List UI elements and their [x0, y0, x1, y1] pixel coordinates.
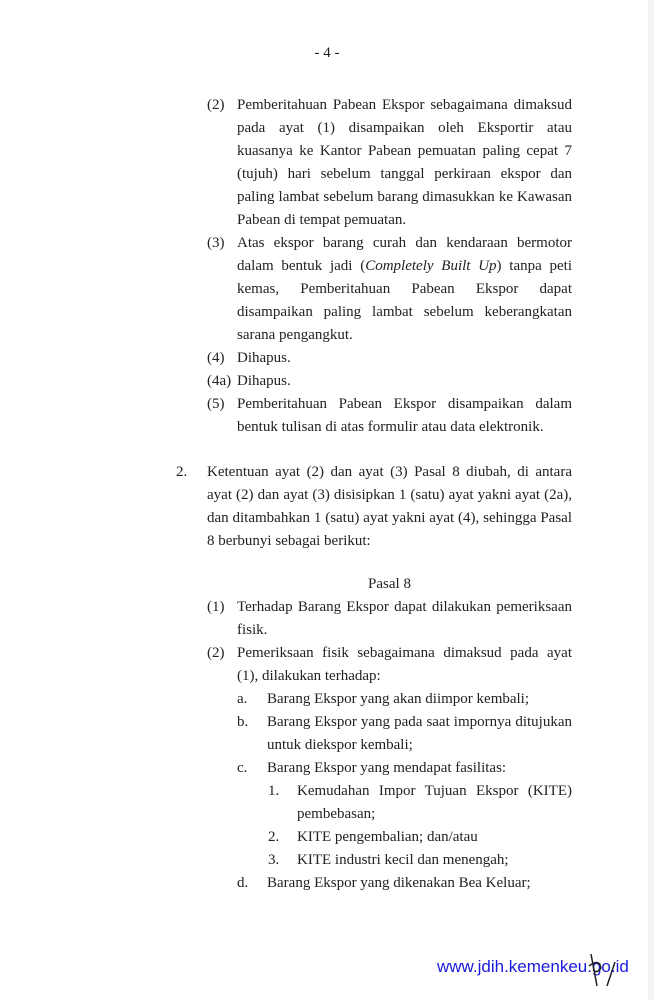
- item-label: (5): [207, 396, 225, 412]
- item-label: 2.: [268, 829, 280, 845]
- item-label: (1): [207, 599, 225, 615]
- item-label: d.: [237, 875, 249, 891]
- footer-url-link[interactable]: www.jdih.kemenkeu.go.id: [437, 957, 629, 976]
- sub-sub-item: [0, 826, 654, 849]
- item-label: 2.: [176, 464, 188, 480]
- item-text: Barang Ekspor yang dikenakan Bea Keluar;: [267, 875, 531, 891]
- item-label: 1.: [268, 783, 280, 799]
- article-heading: Pasal 8: [368, 576, 411, 592]
- sub-sub-item: [0, 849, 654, 872]
- paragraph-item: [0, 232, 654, 347]
- item-text: Pemberitahuan Pabean Ekspor sebagaimana dimaksud pada ayat (1) disampaikan oleh Eksportir atau kuasanya ke Kantor Pabean pemuatan paling cepat 7 (tujuh) hari sebelum tanggal perkiraan ekspor dan paling lambat sebelum barang dimasukkan ke Kawasan Pabean di tempat pemuatan.: [237, 97, 572, 228]
- sub-item: [0, 757, 654, 780]
- item-text: KITE industri kecil dan menengah;: [297, 852, 509, 868]
- italic-term: Completely Built Up: [365, 258, 497, 274]
- paragraph-item: [0, 370, 654, 393]
- sub-sub-item: [0, 780, 654, 826]
- page-number: - 4 -: [314, 45, 340, 61]
- item-label: 3.: [268, 852, 280, 868]
- item-text: Pemeriksaan fisik sebagaimana dimaksud pada ayat (1), dilakukan terhadap:: [237, 645, 572, 684]
- item-text: Terhadap Barang Ekspor dapat dilakukan pemeriksaan fisik.: [237, 599, 572, 638]
- item-label: b.: [237, 714, 249, 730]
- sub-item: [0, 688, 654, 711]
- item-text: Dihapus.: [237, 350, 291, 366]
- item-text: Dihapus.: [237, 373, 291, 389]
- item-label: (4a): [207, 373, 232, 389]
- paragraph-item: [0, 347, 654, 370]
- item-text: Kemudahan Impor Tujuan Ekspor (KITE) pembebasan;: [297, 783, 572, 822]
- item-label: (4): [207, 350, 225, 366]
- item-text: [237, 232, 572, 347]
- item-label: a.: [237, 691, 248, 707]
- item-label: (2): [207, 97, 225, 113]
- paragraph-item: [0, 642, 654, 688]
- item-text: Barang Ekspor yang akan diimpor kembali;: [267, 691, 530, 707]
- paragraph-item: [0, 393, 654, 439]
- document-body: [0, 94, 654, 895]
- item-label: c.: [237, 760, 248, 776]
- page-edge: [648, 0, 654, 1000]
- item-label: (3): [207, 235, 225, 251]
- sub-item: [0, 711, 654, 757]
- signature-initial-icon: [585, 950, 625, 990]
- sub-item: [0, 872, 654, 895]
- text-part: ) tanpa peti kemas, Pemberitahuan Pabean Ekspor dapat disampaikan paling lambat sebelum keberangkatan sarana pengangkut.: [237, 258, 572, 343]
- amendment-point: [0, 461, 654, 553]
- paragraph-item: [0, 596, 654, 642]
- item-text: Barang Ekspor yang pada saat impornya ditujukan untuk diekspor kembali;: [267, 714, 572, 753]
- item-label: (2): [207, 645, 225, 661]
- item-text: Ketentuan ayat (2) dan ayat (3) Pasal 8 diubah, di antara ayat (2) dan ayat (3) disisipkan 1 (satu) ayat yakni ayat (2a), dan ditambahkan 1 (satu) ayat yakni ayat (4), sehingga Pasal 8 berbunyi sebagai berikut:: [207, 464, 572, 549]
- item-text: KITE pengembalian; dan/atau: [297, 829, 478, 845]
- item-text: Pemberitahuan Pabean Ekspor disampaikan dalam bentuk tulisan di atas formulir atau data elektronik.: [237, 396, 572, 435]
- paragraph-item: [0, 94, 654, 232]
- text-part: Atas ekspor barang curah dan kendaraan bermotor dalam bentuk jadi (: [237, 235, 572, 274]
- item-text: Barang Ekspor yang mendapat fasilitas:: [267, 760, 507, 776]
